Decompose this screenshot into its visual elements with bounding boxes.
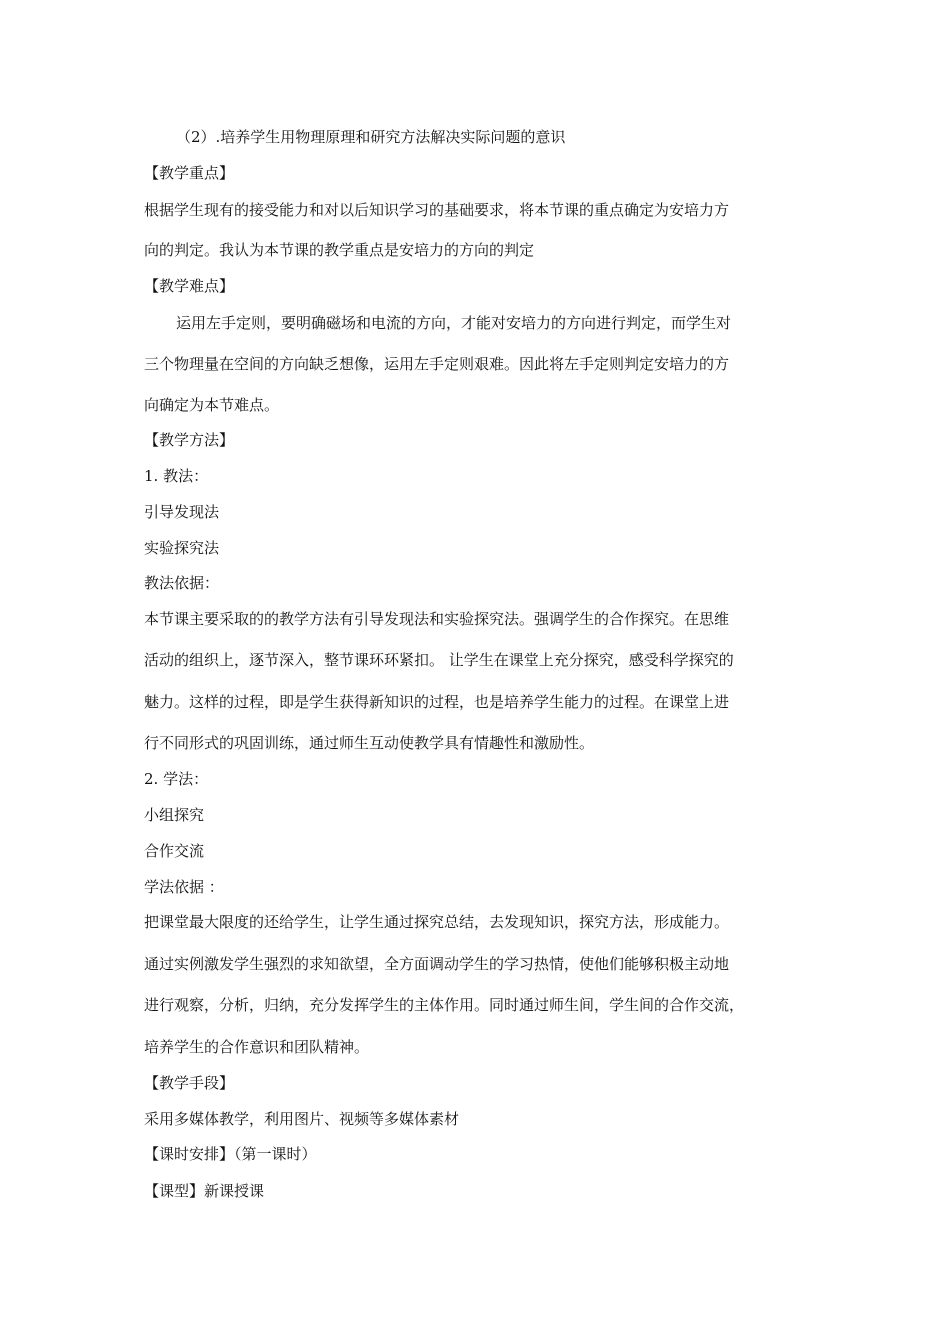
paragraph-line: 行不同形式的巩固训练，通过师生互动使教学具有情趣性和激励性。 [144,734,595,752]
heading-schedule: 【课时安排】（第一课时） [144,1145,317,1163]
paragraph-line: 本节课主要采取的的教学方法有引导发现法和实验探究法。强调学生的合作探究。在思维 [144,610,730,628]
paragraph-line: 把课堂最大限度的还给学生，让学生通过探究总结，去发现知识，探究方法，形成能力。 [144,913,730,931]
list-item: 1. 教法： [144,467,209,485]
heading-difficulties: 【教学难点】 [144,277,235,295]
list-item: 合作交流 [144,842,205,860]
list-item: 实验探究法 [144,539,220,557]
paragraph-line: 三个物理量在空间的方向缺乏想像，运用左手定则艰难。因此将左手定则判定安培力的方 [144,355,730,373]
heading-methods: 【教学方法】 [144,431,235,449]
subheading: 学法依据 ： [144,878,224,896]
list-item: 小组探究 [144,806,205,824]
heading-lesson-type: 【课型】新课授课 [144,1182,265,1200]
subheading: 教法依据： [144,574,220,592]
paragraph-line: 根据学生现有的接受能力和对以后知识学习的基础要求，将本节课的重点确定为安培力方 [144,201,730,219]
list-item: 2. 学法： [144,770,209,788]
paragraph-line: 进行观察，分析，归纳，充分发挥学生的主体作用。同时通过师生间，学生间的合作交流， [144,996,745,1014]
list-item: 引导发现法 [144,503,220,521]
paragraph-line: 通过实例激发学生强烈的求知欲望，全方面调动学生的学习热情，使他们能够积极主动地 [144,955,730,973]
paragraph-line: 魅力。这样的过程，即是学生获得新知识的过程，也是培养学生能力的过程。在课堂上进 [144,693,730,711]
paragraph-line: 运用左手定则，要明确磁场和电流的方向，才能对安培力的方向进行判定，而学生对 [176,314,732,332]
heading-means: 【教学手段】 [144,1074,235,1092]
heading-key-points: 【教学重点】 [144,164,235,182]
paragraph-line: 向确定为本节难点。 [144,396,280,414]
paragraph-line: 活动的组织上，逐节深入，整节课环环紧扣。 让学生在课堂上充分探究，感受科学探究的 [144,651,734,669]
paragraph-line: 采用多媒体教学，利用图片、视频等多媒体素材 [144,1110,460,1128]
objective-line: （2）.培养学生用物理原理和研究方法解决实际问题的意识 [176,128,566,146]
paragraph-line: 培养学生的合作意识和团队精神。 [144,1038,370,1056]
paragraph-line: 向的判定。我认为本节课的教学重点是安培力的方向的判定 [144,241,535,259]
